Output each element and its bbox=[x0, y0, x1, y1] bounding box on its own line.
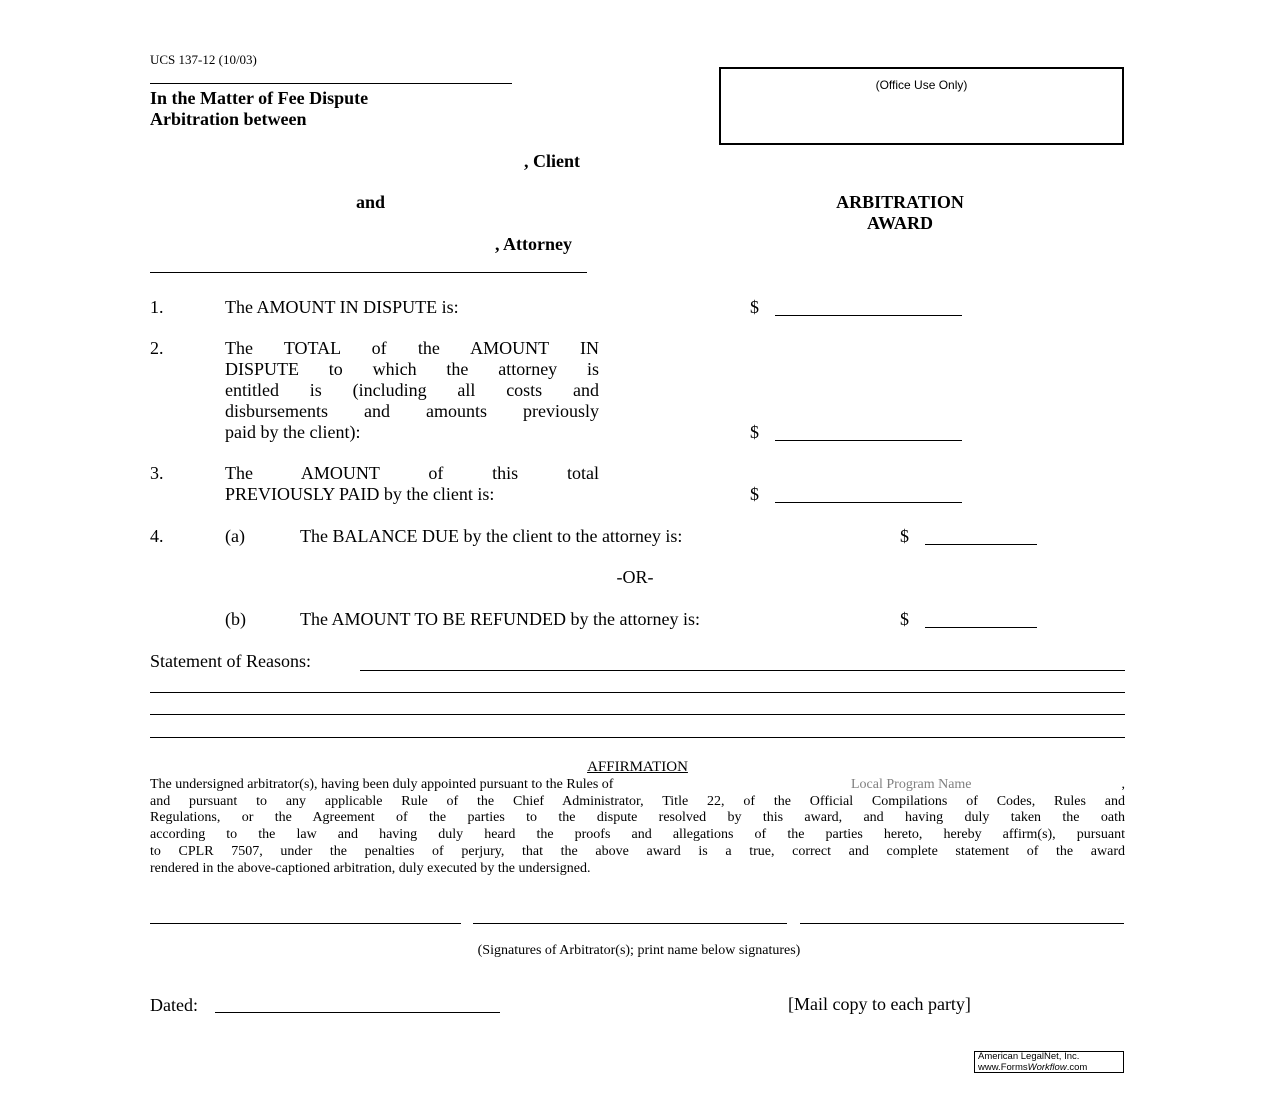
title-line2: AWARD bbox=[866, 213, 933, 233]
item-3-line: PREVIOUSLY PAID by the client is: bbox=[225, 484, 495, 504]
office-use-box bbox=[719, 67, 1124, 145]
item-2-currency: $ bbox=[750, 422, 759, 442]
footer-badge-prefix: www.Forms bbox=[978, 1061, 1028, 1073]
item-4b-currency: $ bbox=[900, 609, 909, 629]
item-3-currency: $ bbox=[750, 484, 759, 504]
caption-client: , Client bbox=[524, 151, 580, 171]
affirmation-heading: AFFIRMATION bbox=[587, 759, 688, 775]
item-2-line: The TOTAL of the AMOUNT IN bbox=[225, 338, 599, 358]
signature-line-2[interactable] bbox=[473, 923, 787, 924]
item-2-number: 2. bbox=[150, 338, 164, 358]
reasons-label: Statement of Reasons: bbox=[150, 651, 311, 671]
affirmation-line1-prefix: The undersigned arbitrator(s), having been duly appointed pursuant to the Rules of bbox=[150, 777, 614, 792]
item-1-text: The AMOUNT IN DISPUTE is: bbox=[225, 297, 459, 317]
item-1-number: 1. bbox=[150, 297, 164, 317]
caption-matter-line2: Arbitration between bbox=[150, 109, 307, 129]
affirmation-line: to CPLR 7507, under the penalties of perjury, that the above award is a true, correct and complete statement of the award bbox=[150, 843, 1125, 859]
footer-badge-italic: Workflow bbox=[1027, 1061, 1067, 1073]
program-name-field[interactable]: Local Program Name bbox=[851, 777, 972, 792]
item-3-number: 3. bbox=[150, 463, 164, 483]
affirmation-first-line bbox=[150, 777, 1125, 794]
affirmation-line: according to the law and having duly heard the proofs and allegations of the parties hereto, hereby affirm(s), pursuant bbox=[150, 827, 1125, 843]
item-4-or: -OR- bbox=[616, 567, 654, 587]
affirmation-body bbox=[150, 777, 1125, 877]
dated-label: Dated: bbox=[150, 995, 198, 1015]
affirmation-line1-suffix: , bbox=[1121, 777, 1125, 792]
dated-field[interactable] bbox=[215, 997, 500, 1013]
item-4b-label: (b) bbox=[225, 609, 246, 629]
office-use-label: (Office Use Only) bbox=[875, 78, 968, 92]
caption-and: and bbox=[356, 192, 386, 212]
item-4a-label: (a) bbox=[225, 526, 245, 546]
caption-matter-line1: In the Matter of Fee Dispute bbox=[150, 88, 369, 108]
signatures-caption: (Signatures of Arbitrator(s); print name below signatures) bbox=[477, 943, 801, 958]
reasons-line[interactable] bbox=[360, 670, 1125, 671]
item-2-amount-field[interactable] bbox=[775, 425, 962, 441]
item-2-line: DISPUTE to which the attorney is bbox=[225, 359, 599, 379]
footer-badge-line2 bbox=[978, 1063, 1123, 1074]
signature-line-1[interactable] bbox=[150, 923, 461, 924]
footer-badge bbox=[974, 1051, 1124, 1073]
title-line1: ARBITRATION bbox=[836, 192, 964, 212]
item-1-amount-field[interactable] bbox=[775, 300, 962, 316]
affirmation-line: rendered in the above-captioned arbitration, duly executed by the undersigned. bbox=[150, 860, 591, 876]
caption-bottom-rule bbox=[150, 272, 587, 273]
item-2-line: entitled is (including all costs and bbox=[225, 380, 599, 400]
item-1-currency: $ bbox=[750, 297, 759, 317]
item-2-line: paid by the client): bbox=[225, 422, 361, 442]
footer-badge-suffix: .com bbox=[1066, 1061, 1088, 1073]
item-3-amount-field[interactable] bbox=[775, 487, 962, 503]
caption-top-rule bbox=[150, 83, 512, 84]
item-4b-amount-field[interactable] bbox=[925, 612, 1037, 628]
affirmation-line: Regulations, or the Agreement of the parties to the dispute resolved by this award, and having duly taken the oath bbox=[150, 810, 1125, 826]
form-code: UCS 137-12 (10/03) bbox=[150, 52, 257, 67]
item-4-number: 4. bbox=[150, 526, 164, 546]
item-3-line: The AMOUNT of this total bbox=[225, 463, 599, 483]
item-4a-amount-field[interactable] bbox=[925, 529, 1037, 545]
item-2-text bbox=[225, 338, 599, 443]
reasons-line[interactable] bbox=[150, 737, 1125, 738]
item-2-line: disbursements and amounts previously bbox=[225, 401, 599, 421]
mail-note: [Mail copy to each party] bbox=[788, 994, 971, 1014]
footer-badge-line1: American LegalNet, Inc. bbox=[978, 1051, 1080, 1062]
reasons-line[interactable] bbox=[150, 714, 1125, 715]
affirmation-line: and pursuant to any applicable Rule of the Chief Administrator, Title 22, of the Official Compilations of Codes, Rules and bbox=[150, 793, 1125, 809]
item-4b-text: The AMOUNT TO BE REFUNDED by the attorney is: bbox=[300, 609, 700, 629]
caption-attorney: , Attorney bbox=[495, 234, 572, 254]
signature-line-3[interactable] bbox=[800, 923, 1124, 924]
item-4a-currency: $ bbox=[900, 526, 909, 546]
item-4a-text: The BALANCE DUE by the client to the attorney is: bbox=[300, 526, 683, 546]
item-3-text bbox=[225, 463, 599, 505]
reasons-line[interactable] bbox=[150, 692, 1125, 693]
